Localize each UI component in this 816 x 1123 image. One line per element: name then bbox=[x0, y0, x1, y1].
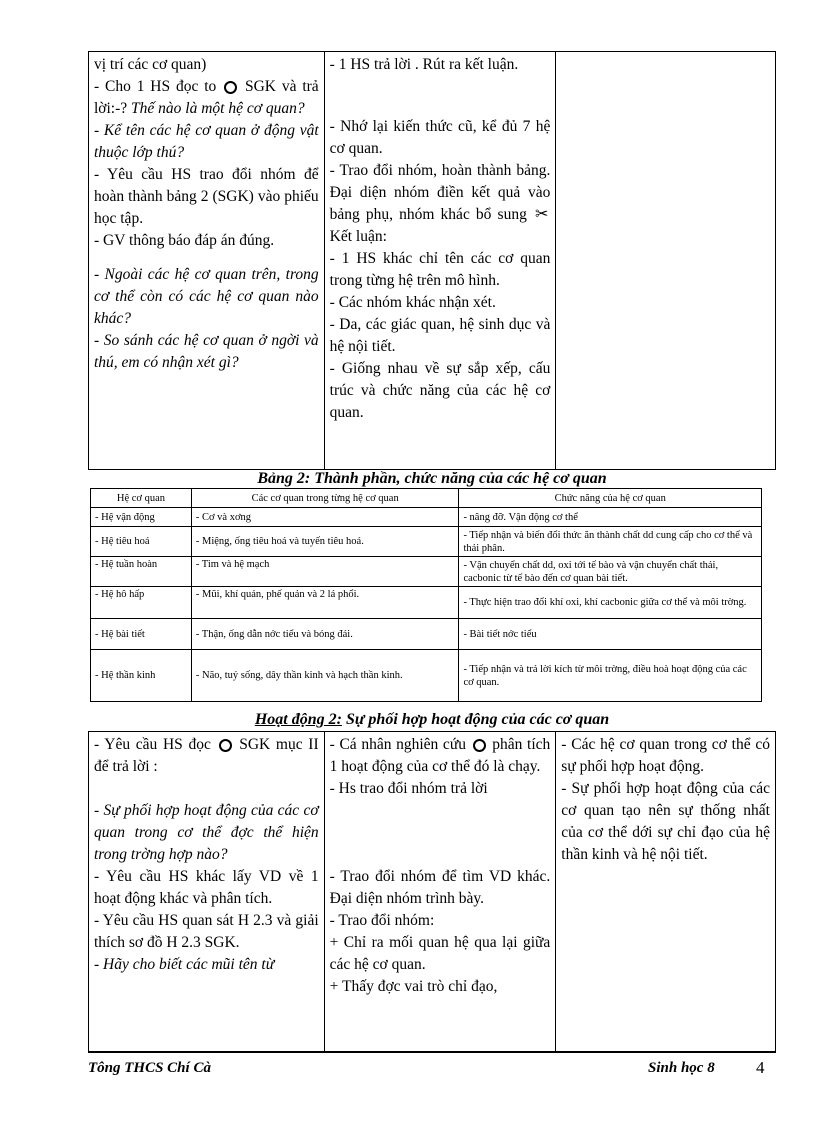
page-number: 4 bbox=[756, 1058, 765, 1077]
a2-c2-line0: - Cá nhân nghiên cứu phân tích 1 hoạt động của cơ thể đó là chạy. bbox=[329, 736, 551, 775]
t1-c1-line6: - So sánh các hệ cơ quan ở ngời và thú, em có nhận xét gì? bbox=[94, 332, 319, 371]
cell: - Hệ vận động bbox=[91, 508, 192, 527]
cell: - Hệ bài tiết bbox=[91, 619, 192, 650]
a2-c1-line0: - Yêu cầu HS đọc SGK mục II để trả lời : bbox=[94, 736, 319, 775]
t1-c2-line1: - Nhớ lại kiến thức cũ, kể đủ 7 hệ cơ quan. bbox=[329, 118, 551, 157]
header-system: Hệ cơ quan bbox=[91, 489, 192, 508]
teacher-column bbox=[89, 52, 325, 470]
cell: - Miệng, ống tiêu hoá và tuyến tiêu hoá. bbox=[191, 527, 459, 557]
header-function: Chức năng của hệ cơ quan bbox=[459, 489, 762, 508]
cell: - Hệ tuần hoàn bbox=[91, 557, 192, 587]
scissors-icon: ✂ bbox=[534, 206, 549, 223]
student-column bbox=[324, 732, 556, 1052]
a2-c1-line4: - Hãy cho biết các mũi tên từ bbox=[94, 956, 275, 973]
cell: - Vận chuyển chất dd, oxi tới tế bào và vận chuyển chất thải, cacbonic từ tế bào đến cơ quan bài tiết. bbox=[459, 557, 762, 587]
t1-c1-line5: - Ngoài các hệ cơ quan trên, trong cơ thể còn có các hệ cơ quan nào khác? bbox=[94, 266, 319, 327]
activity2-title: Hoạt động 2: Sự phối hợp hoạt động của các cơ quan bbox=[254, 711, 610, 728]
a2-c2-line1: - Hs trao đổi nhóm trả lời bbox=[329, 780, 488, 797]
header-organs: Các cơ quan trong từng hệ cơ quan bbox=[191, 489, 459, 508]
cell: - Hệ tiêu hoá bbox=[91, 527, 192, 557]
teacher-column bbox=[89, 732, 325, 1052]
t1-c1-line0: vị trí các cơ quan) bbox=[94, 56, 207, 73]
cell: - Hệ hô hấp bbox=[91, 587, 192, 619]
a2-c1-line1: - Sự phối hợp hoạt động của các cơ quan trong cơ thể đợc thể hiện trong trờng hợp nào? bbox=[94, 802, 319, 863]
table-row bbox=[91, 619, 762, 650]
cell: - Tiếp nhận và trả lời kích từ môi trờng, điều hoà hoạt động của các cơ quan. bbox=[459, 650, 762, 702]
t1-c2-line0: - 1 HS trả lời . Rút ra kết luận. bbox=[329, 56, 519, 73]
cell: - Thận, ống dẫn nớc tiểu và bóng đái. bbox=[191, 619, 459, 650]
a2-c2-line2: - Trao đổi nhóm để tìm VD khác. Đại diện nhóm trình bày. bbox=[329, 868, 551, 907]
cell: - Bài tiết nớc tiểu bbox=[459, 619, 762, 650]
a2-c3-line1: - Sự phối hợp hoạt động của các cơ quan tạo nên sự thống nhất của cơ thể dới sự chỉ đạo của hệ thần kinh và hệ nội tiết. bbox=[561, 780, 770, 863]
table-row bbox=[91, 587, 762, 619]
cell: - Mũi, khí quản, phế quản và 2 lá phổi. bbox=[191, 587, 459, 619]
table-row bbox=[91, 650, 762, 702]
t1-c1-line4: - GV thông báo đáp án đúng. bbox=[94, 232, 275, 249]
footer-school: Tông THCS Chí Cà bbox=[88, 1060, 211, 1076]
cell: - nâng đỡ. Vận động cơ thể bbox=[459, 508, 762, 527]
cell: - Cơ và xơng bbox=[191, 508, 459, 527]
footer-subject: Sinh học 8 bbox=[648, 1060, 715, 1076]
t1-c2-line4: - Các nhóm khác nhận xét. bbox=[329, 294, 496, 311]
content-column bbox=[556, 52, 776, 470]
a2-c1-line2: - Yêu cầu HS khác lấy VD về 1 hoạt động khác và phân tích. bbox=[94, 868, 319, 907]
cell: - Não, tuỷ sống, dây thần kinh và hạch thần kinh. bbox=[191, 650, 459, 702]
t1-c2-line2: - Trao đổi nhóm, hoàn thành bảng. Đại diện nhóm điền kết quả vào bảng phụ, nhóm khác bổ sung ✂ Kết luận: bbox=[329, 162, 551, 245]
t1-c2-line5: - Da, các giác quan, hệ sinh dục và hệ nội tiết. bbox=[329, 316, 551, 355]
circle-icon bbox=[224, 81, 237, 94]
a2-c2-line3: - Trao đổi nhóm: bbox=[329, 912, 435, 929]
cell: - Thực hiện trao đổi khí oxi, khí cacbonic giữa cơ thể và môi trờng. bbox=[459, 587, 762, 619]
t1-c2-line3: - 1 HS khác chỉ tên các cơ quan trong từng hệ trên mô hình. bbox=[329, 250, 551, 289]
activity2-table bbox=[88, 731, 776, 1052]
a2-c2-line4: + Chỉ ra mối quan hệ qua lại giữa các hệ cơ quan. bbox=[329, 934, 551, 973]
t1-c1-line2: - Kể tên các hệ cơ quan ở động vật thuộc lớp thú? bbox=[94, 122, 319, 161]
table-row bbox=[91, 508, 762, 527]
a2-c1-line3: - Yêu cầu HS quan sát H 2.3 và giải thích sơ đồ H 2.3 SGK. bbox=[94, 912, 319, 951]
t1-c2-line6: - Giống nhau về sự sắp xếp, cấu trúc và chức năng của các hệ cơ quan. bbox=[329, 360, 551, 421]
cell: - Tim và hệ mạch bbox=[191, 557, 459, 587]
cell: - Tiếp nhận và biến đổi thức ăn thành chất dd cung cấp cho cơ thể và thải phân. bbox=[459, 527, 762, 557]
t1-c1-line3: - Yêu cầu HS trao đổi nhóm để hoàn thành bảng 2 (SGK) vào phiếu học tập. bbox=[94, 166, 319, 227]
activity1-table bbox=[88, 51, 776, 470]
organ-systems-table bbox=[90, 488, 762, 702]
circle-icon bbox=[219, 739, 232, 752]
table2-caption: Bảng 2: Thành phần, chức năng của các hệ cơ quan bbox=[257, 470, 607, 487]
a2-c3-line0: - Các hệ cơ quan trong cơ thể có sự phối hợp hoạt động. bbox=[561, 736, 770, 775]
t1-c1-line1: - Cho 1 HS đọc to SGK và trả lời:-? Thế nào là một hệ cơ quan? bbox=[94, 78, 319, 117]
circle-icon bbox=[473, 739, 486, 752]
table-header-row bbox=[91, 489, 762, 508]
content-column bbox=[556, 732, 776, 1052]
cell: - Hệ thần kinh bbox=[91, 650, 192, 702]
table-row bbox=[91, 557, 762, 587]
a2-c2-line5: + Thấy đợc vai trò chỉ đạo, bbox=[329, 978, 498, 995]
table-row bbox=[91, 527, 762, 557]
footer-rule bbox=[88, 1052, 776, 1053]
student-column bbox=[324, 52, 556, 470]
